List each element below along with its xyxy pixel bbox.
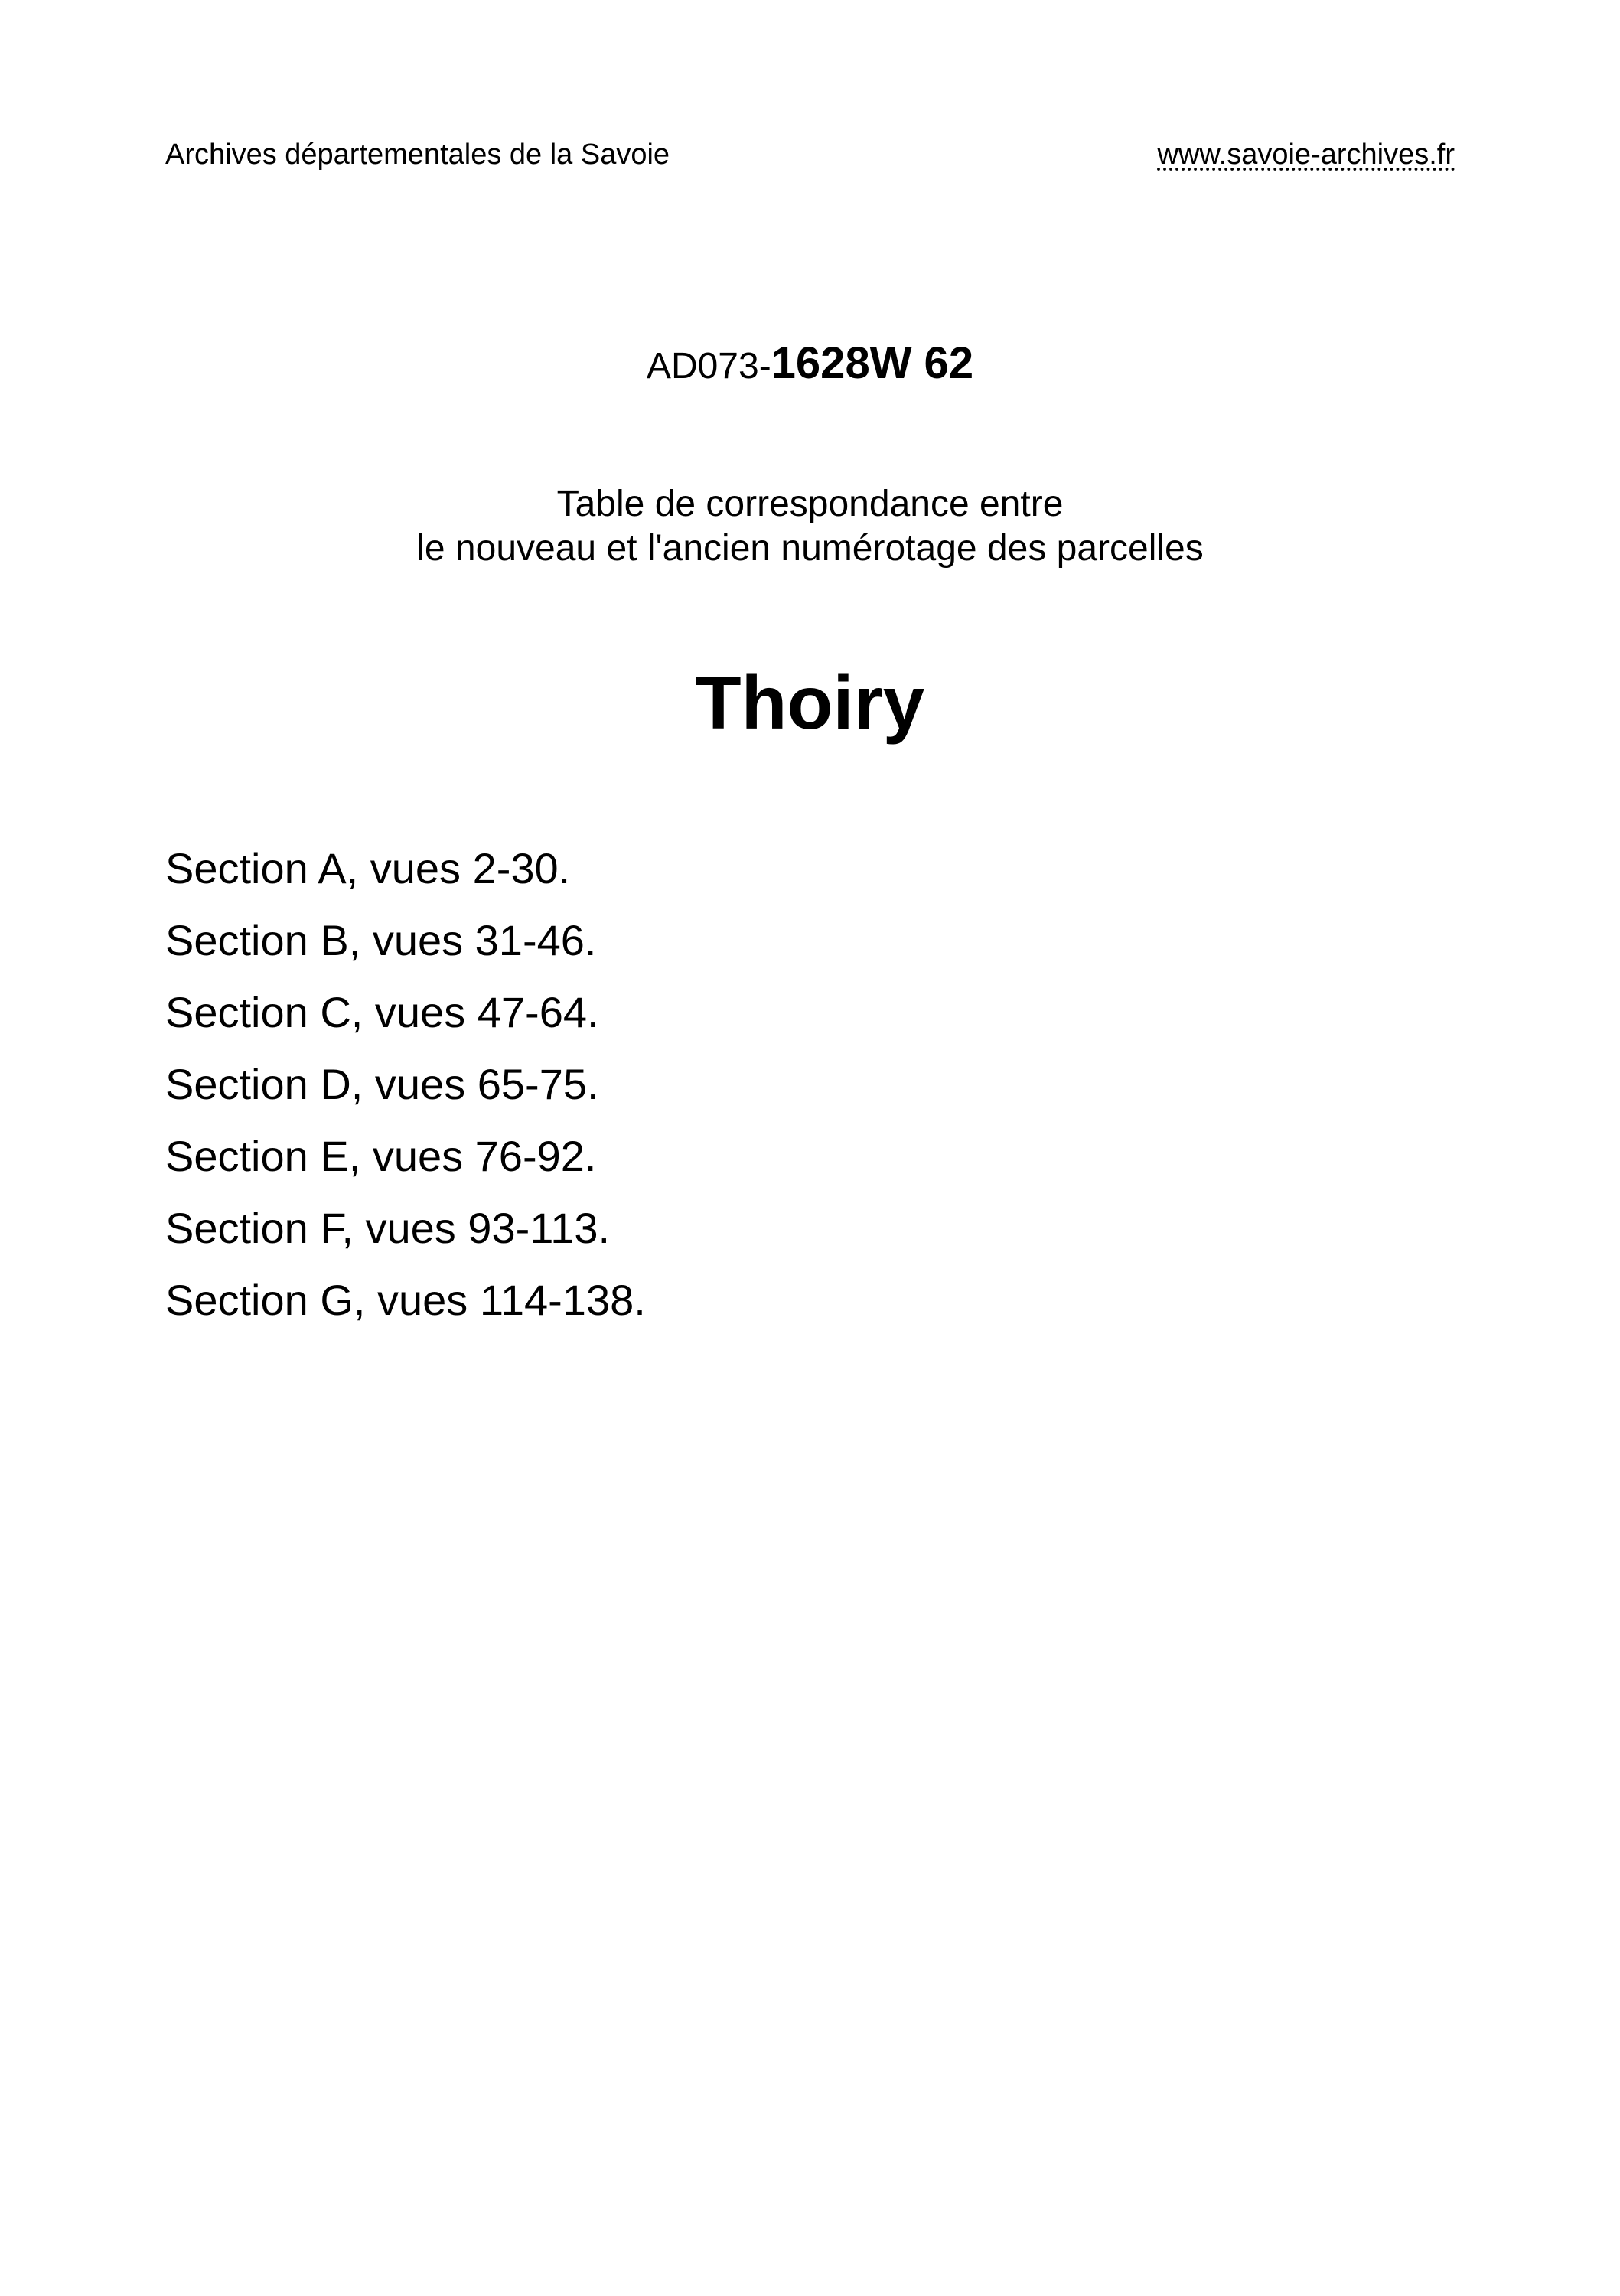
section-item: Section D, vues 65-75. bbox=[165, 1060, 599, 1108]
archive-reference bbox=[0, 337, 1620, 402]
subtitle-line-2: le nouveau et l'ancien numérotage des parcelles bbox=[416, 528, 1204, 569]
section-item: Section A, vues 2-30. bbox=[165, 844, 571, 892]
subtitle-line-1: Table de correspondance entre bbox=[556, 484, 1064, 524]
website-link[interactable]: www.savoie-archives.fr bbox=[1157, 139, 1455, 171]
reference-code: 1628W 62 bbox=[771, 338, 974, 388]
section-item: Section E, vues 76-92. bbox=[165, 1132, 597, 1180]
commune-title: Thoiry bbox=[695, 660, 925, 745]
section-item: Section B, vues 31-46. bbox=[165, 916, 597, 964]
document-subtitle bbox=[0, 482, 1620, 571]
institution-name: Archives départementales de la Savoie bbox=[165, 139, 670, 171]
section-item: Section C, vues 47-64. bbox=[165, 988, 599, 1036]
sections-list bbox=[165, 833, 646, 1336]
section-item: Section F, vues 93-113. bbox=[165, 1204, 611, 1252]
section-item: Section G, vues 114-138. bbox=[165, 1276, 646, 1324]
reference-prefix: AD073- bbox=[646, 346, 771, 386]
